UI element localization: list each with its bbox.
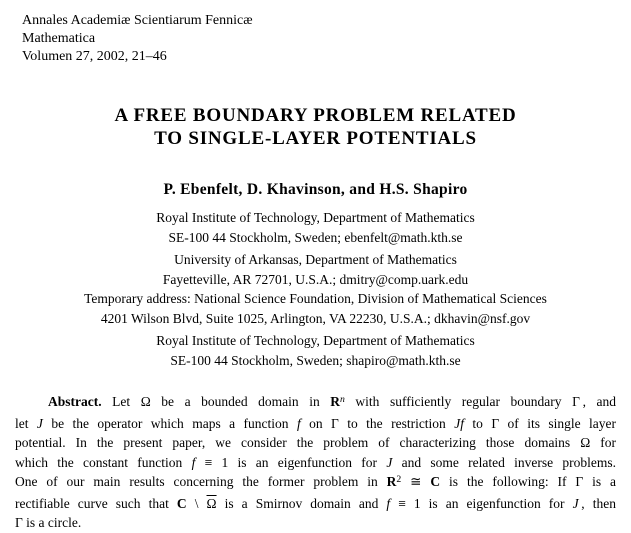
text-segment: with sufficiently regular boundary Γ , and <box>344 394 616 409</box>
math-segment: Abstract. <box>48 394 102 409</box>
text-segment: One of our main results concerning the former problem in <box>15 474 387 489</box>
abstract-line <box>15 414 616 434</box>
paper-title-line: A FREE BOUNDARY PROBLEM RELATED <box>114 105 517 126</box>
text-segment: \ <box>186 495 207 511</box>
journal-header-line: Annales Academiæ Scientiarum Fennicæ <box>22 13 253 28</box>
affiliation-line: Royal Institute of Technology, Department of Mathematics <box>156 210 475 225</box>
math-segment: C <box>176 495 187 511</box>
math-segment: Jf <box>454 415 464 431</box>
text-segment: ≅ <box>401 474 431 489</box>
text-segment: be the operator which maps a function <box>42 415 297 431</box>
math-segment: 2 <box>396 473 402 485</box>
affiliation-line: SE-100 44 Stockholm, Sweden; ebenfelt@math.kth.se <box>168 229 463 245</box>
affiliations <box>0 208 631 370</box>
authors-line: P. Ebenfelt, D. Khavinson, and H.S. Shapiro <box>163 181 468 198</box>
math-segment: $\overline{\Omega}$ <box>206 495 217 511</box>
abstract-line <box>15 453 616 473</box>
math-segment: R <box>386 474 397 489</box>
math-segment: n <box>340 393 345 405</box>
affiliation-line: Fayetteville, AR 72701, U.S.A.; dmitry@comp.uark.edu <box>162 271 469 287</box>
text-segment: ≡ 1 is an eigenfunction for <box>390 495 573 511</box>
abstract-line <box>15 494 616 514</box>
text-segment: is the following: If Γ is a <box>440 474 617 489</box>
text-segment: to Γ of its single layer <box>463 415 617 431</box>
text-segment: is a Smirnov domain and <box>216 495 387 511</box>
journal-header-line: Mathematica <box>22 31 96 46</box>
math-segment: f <box>296 415 301 431</box>
math-segment: C <box>430 474 441 489</box>
paper-title <box>0 104 631 150</box>
affiliation-line: SE-100 44 Stockholm, Sweden; shapiro@math.kth.se <box>170 352 461 368</box>
math-segment: J <box>386 454 393 470</box>
abstract-line <box>15 433 616 453</box>
math-segment: f <box>386 495 391 511</box>
text-segment: rectifiable curve such that <box>15 495 177 511</box>
text-segment: potential. In the present paper, we consider the problem of characterizing those domains Ω for <box>15 435 616 450</box>
text-segment: and some related inverse problems. <box>392 454 616 470</box>
text-segment: let <box>15 415 37 431</box>
affiliation-line: University of Arkansas, Department of Mathematics <box>174 252 457 267</box>
journal-header-line: Volumen 27, 2002, 21–46 <box>22 49 167 64</box>
abstract <box>15 392 616 533</box>
affiliation-line: Royal Institute of Technology, Department of Mathematics <box>156 333 475 348</box>
math-segment: J <box>36 415 43 431</box>
text-segment: Γ is a circle. <box>15 515 82 530</box>
abstract-line <box>15 513 616 533</box>
text-segment: which the constant function <box>15 454 192 470</box>
abstract-line <box>15 392 616 414</box>
affiliation-line: Temporary address: National Science Foundation, Division of Mathematical Sciences <box>84 291 547 306</box>
text-segment: Let Ω be a bounded domain in <box>101 394 331 409</box>
affiliation-line: 4201 Wilson Blvd, Suite 1025, Arlington, VA 22230, U.S.A.; dkhavin@nsf.gov <box>100 310 531 326</box>
abstract-line <box>15 472 616 494</box>
math-segment: R <box>330 394 341 409</box>
math-segment: f <box>191 454 196 470</box>
affiliation-group <box>0 208 631 247</box>
math-segment: J <box>572 495 579 511</box>
text-segment: on Γ to the restriction <box>300 415 455 431</box>
affiliation-group <box>0 331 631 370</box>
text-segment: , then <box>578 495 616 511</box>
text-segment: ≡ 1 is an eigenfunction for <box>195 454 387 470</box>
paper-title-line: TO SINGLE-LAYER POTENTIALS <box>154 128 477 149</box>
affiliation-group <box>0 250 631 328</box>
journal-header <box>22 12 631 66</box>
